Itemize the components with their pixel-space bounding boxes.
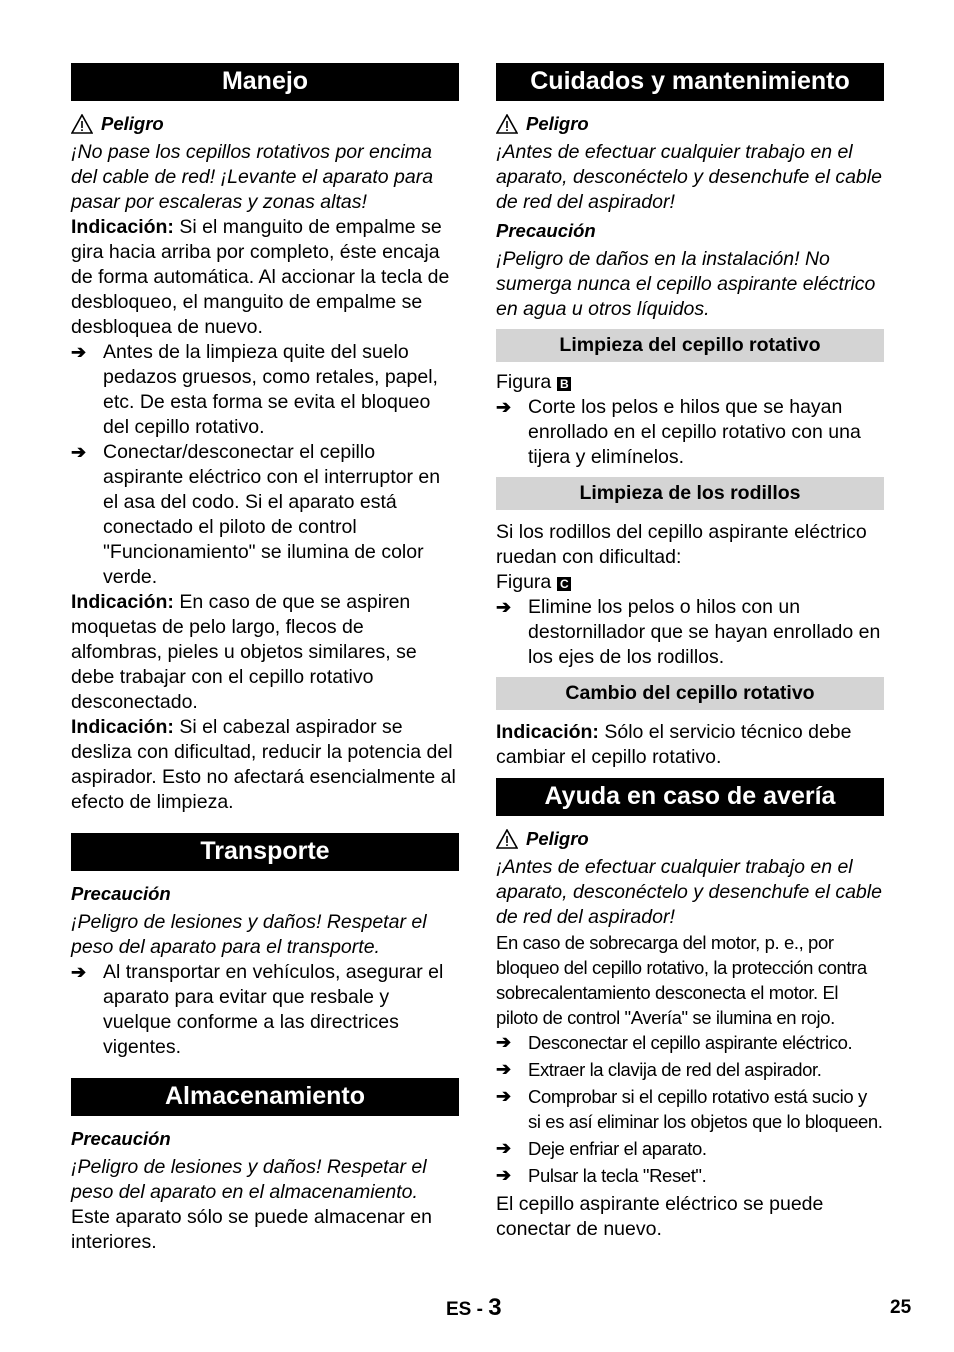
note-paragraph: Indicación: Si el cabezal aspirador se desliza con dificultad, reducir la potencia del aspirador. Esto no afectará esencialmente al efecto de limpieza. bbox=[71, 716, 456, 813]
section-heading-cuidados: Cuidados y mantenimiento bbox=[496, 63, 884, 101]
instruction-step: ➔ Extraer la clavija de red del aspirador. bbox=[496, 1059, 822, 1080]
troubleshooting-block bbox=[496, 930, 884, 1188]
arrow-right-icon: ➔ bbox=[496, 397, 512, 417]
instruction-step: ➔ Antes de la limpieza quite del suelo pedazos gruesos, como retales, papel, etc. De esta forma se evita el bloqueo del cepillo rotativo. bbox=[71, 341, 438, 438]
left-column bbox=[71, 63, 459, 1255]
figure-badge: B bbox=[557, 377, 571, 391]
figure-badge: C bbox=[557, 577, 571, 591]
danger-text: ¡Antes de efectuar cualquier trabajo en el aparato, desconéctelo y desenchufe el cable de red del aspirador! bbox=[496, 141, 882, 213]
arrow-right-icon: ➔ bbox=[496, 1138, 511, 1158]
warning-triangle-icon bbox=[496, 829, 518, 849]
warning-triangle-icon bbox=[71, 114, 93, 134]
subheading-cambio: Cambio del cepillo rotativo bbox=[496, 677, 884, 710]
arrow-right-icon: ➔ bbox=[496, 1059, 511, 1079]
danger-label: Peligro bbox=[496, 111, 884, 136]
instruction-step: ➔ Conectar/desconectar el cepillo aspirante eléctrico con el interruptor en el asa del codo. Si el aparato está conectado el piloto de control "Funcionamiento" se ilumina de color verde. bbox=[71, 441, 441, 588]
instruction-step: ➔ Desconectar el cepillo aspirante eléctrico. bbox=[496, 1032, 853, 1053]
closing-text: El cepillo aspirante eléctrico se puede conectar de nuevo. bbox=[496, 1193, 824, 1240]
section-heading-ayuda: Ayuda en caso de avería bbox=[496, 778, 884, 816]
arrow-right-icon: ➔ bbox=[496, 1165, 511, 1185]
storage-text: Este aparato sólo se puede almacenar en interiores. bbox=[71, 1206, 432, 1253]
right-column bbox=[496, 63, 884, 1242]
caution-label: Precaución bbox=[71, 883, 171, 904]
caution-text: ¡Peligro de lesiones y daños! Respetar el peso del aparato para el transporte. bbox=[71, 911, 427, 958]
instruction-step: ➔ Comprobar si el cepillo rotativo está sucio y si es así eliminar los objetos que lo bloqueen. bbox=[496, 1086, 883, 1132]
note-paragraph: Indicación: Si el manguito de empalme se gira hacia arriba por completo, éste encaja de forma automática. Al accionar la tecla de desbloqueo, el manguito de empalme se desbloquea de nuevo. bbox=[71, 216, 450, 338]
danger-label: Peligro bbox=[71, 111, 459, 136]
caution-text: ¡Peligro de daños en la instalación! No sumerga nunca el cepillo aspirante eléctrico en agua u otros líquidos. bbox=[496, 248, 876, 320]
instruction-step: ➔ Corte los pelos e hilos que se hayan enrollado en el cepillo rotativo con una tijera y elimínelos. bbox=[496, 396, 861, 468]
section-heading-manejo: Manejo bbox=[71, 63, 459, 101]
instruction-step: ➔ Al transportar en vehículos, asegurar el aparato para evitar que resbale y vuelque conforme a las directrices vigentes. bbox=[71, 961, 444, 1058]
figure-reference: Figura B bbox=[496, 370, 884, 395]
figure-reference: Figura C bbox=[496, 570, 884, 595]
note-paragraph: Indicación: Sólo el servicio técnico debe cambiar el cepillo rotativo. bbox=[496, 721, 852, 768]
arrow-right-icon: ➔ bbox=[496, 1086, 511, 1106]
caution-label: Precaución bbox=[71, 1128, 171, 1149]
note-paragraph: Indicación: En caso de que se aspiren moquetas de pelo largo, flecos de alfombras, pieles u objetos similares, se debe trabajar con el cepillo rotativo desconectado. bbox=[71, 591, 417, 713]
section-heading-transporte: Transporte bbox=[71, 833, 459, 871]
arrow-right-icon: ➔ bbox=[71, 962, 87, 982]
warning-triangle-icon bbox=[496, 114, 518, 134]
overload-text: En caso de sobrecarga del motor, p. e., por bloqueo del cepillo rotativo, la protección contra sobrecalentamiento desconecta el motor. El piloto de control "Avería" se ilumina en rojo. bbox=[496, 932, 867, 1028]
caution-label: Precaución bbox=[496, 220, 596, 241]
caution-text: ¡Peligro de lesiones y daños! Respetar el peso del aparato en el almacenamiento. bbox=[71, 1156, 427, 1203]
rollers-text: Si los rodillos del cepillo aspirante eléctrico ruedan con dificultad: bbox=[496, 521, 867, 568]
subheading-limpieza-rodillos: Limpieza de los rodillos bbox=[496, 477, 884, 510]
arrow-right-icon: ➔ bbox=[496, 1032, 511, 1052]
subheading-limpieza-cepillo: Limpieza del cepillo rotativo bbox=[496, 329, 884, 362]
danger-text: ¡Antes de efectuar cualquier trabajo en el aparato, desconéctelo y desenchufe el cable de red del aspirador! bbox=[496, 856, 882, 928]
instruction-step: ➔ Deje enfriar el aparato. bbox=[496, 1138, 707, 1159]
danger-text: ¡No pase los cepillos rotativos por encima del cable de red! ¡Levante el aparato para pasar por escaleras y zonas altas! bbox=[71, 141, 434, 213]
instruction-step: ➔ Elimine los pelos o hilos con un destornillador que se hayan enrollado en los ejes de los rodillos. bbox=[496, 596, 881, 668]
danger-label: Peligro bbox=[496, 826, 884, 851]
page-number: 25 bbox=[890, 1297, 912, 1318]
section-heading-almacenamiento: Almacenamiento bbox=[71, 1078, 459, 1116]
arrow-right-icon: ➔ bbox=[496, 597, 512, 617]
page-section-marker: ES - 3 bbox=[446, 1294, 502, 1321]
arrow-right-icon: ➔ bbox=[71, 442, 87, 462]
arrow-right-icon: ➔ bbox=[71, 342, 87, 362]
instruction-step: ➔ Pulsar la tecla "Reset". bbox=[496, 1165, 707, 1186]
